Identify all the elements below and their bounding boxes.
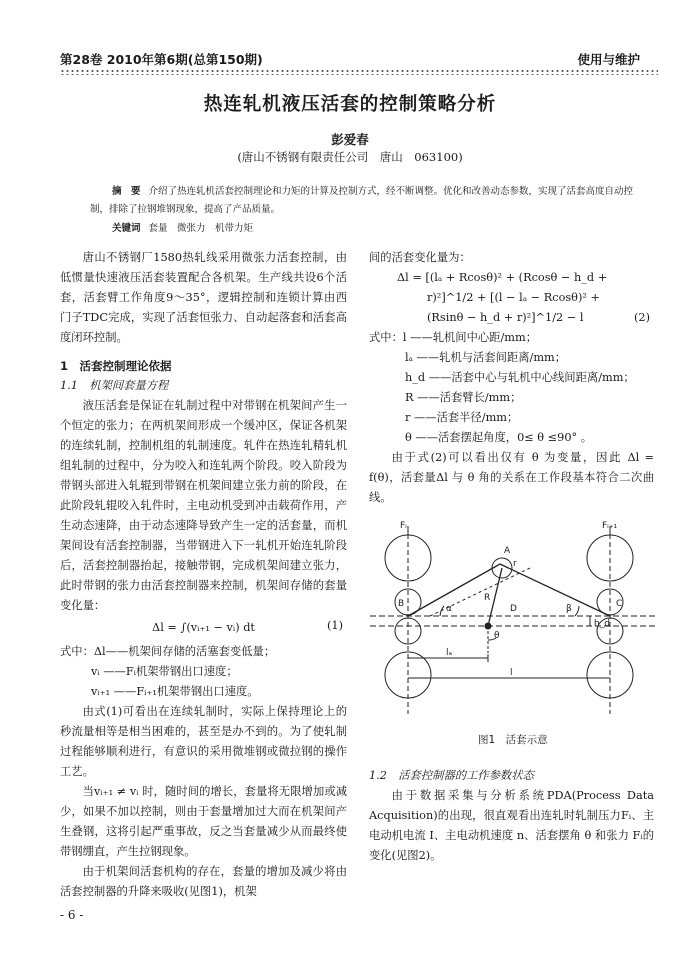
paragraph: 由于数据采集与分析系统PDA(Process Data Acquisition)的出现，很直观看出连轧时轧制压力Fᵢ、主电动机电流 I、主电动机速度 n、活套摆角 θ 和张力 Fᵢ的变化(见图2)。 xyxy=(369,789,654,862)
keywords-label: 关键词 xyxy=(112,223,141,234)
variable-definition: vᵢ ——Fᵢ机架带钢出口速度； xyxy=(91,665,238,678)
variable-definition: vᵢ₊₁ ——Fᵢ₊₁机架带钢出口速度。 xyxy=(91,685,259,698)
label-hd: h_d xyxy=(594,619,610,629)
paragraph: 唐山不锈钢厂1580热轧线采用微张力活套控制，由低惯量快速液压活套装置配合各机架。生产线共设6个活套，活套臂工作角度9～35°，逻辑控制和连锁计算由西门子TDC完成，实现了活套恒张力、自动起落套和活套高度闭环控制。 xyxy=(60,251,347,344)
variable-definition: θ ——活套摆起角度，0≤ θ ≤90° 。 xyxy=(405,431,593,444)
paper-title: 热连轧机液压活套的控制策略分析 xyxy=(203,94,497,115)
variable-definition: r ——活套半径/mm； xyxy=(405,411,519,424)
right-column-lower xyxy=(369,766,654,866)
label-C: C xyxy=(616,599,623,609)
equation-2-body: (Rsinθ − h_d + r)²]^1/2 − l xyxy=(427,311,584,324)
abstract-text: 介绍了热连轧机活套控制理论和力矩的计算及控制方式，经不断调整。优化和改善动态参数，实现了活套高度自动控制，排除了拉钢堆钢现象，提高了产品质量。 xyxy=(90,186,634,215)
journal-info: 第28卷 2010年第6期(总第150期) xyxy=(60,52,263,67)
equation-1 xyxy=(60,616,347,642)
right-column xyxy=(369,248,654,508)
equation-2-line xyxy=(369,308,654,328)
label-la: lₐ xyxy=(446,648,453,658)
keywords-text: 套量 微张力 机带力矩 xyxy=(148,223,254,234)
label-fi1: Fᵢ₊₁ xyxy=(602,521,618,531)
label-theta: θ xyxy=(494,631,500,641)
label-alpha: α xyxy=(446,604,452,614)
variable-definition: 式中：Δl——机架间存储的活塞套变低量； xyxy=(60,645,276,658)
label-B: B xyxy=(398,599,405,609)
paragraph: 由于机架间活套机构的存在，套量的增加及减少将由活套控制器的升降来吸收(见图1)，机架 xyxy=(60,865,347,898)
paragraph: 由于式(2)可以看出仅有 θ 为变量，因此 Δl = f(θ)，活套量Δl 与 θ 角的关系在工作段基本符合二次曲线。 xyxy=(369,451,654,504)
subsection-heading: 1.2 活套控制器的工作参数状态 xyxy=(369,769,534,782)
equation-1-number: (1) xyxy=(326,619,343,632)
section-name: 使用与维护 xyxy=(577,52,640,67)
label-R: R xyxy=(484,593,491,603)
section-heading: 1 活套控制理论依据 xyxy=(60,359,172,373)
abstract-label: 摘 要 xyxy=(112,186,141,197)
label-r: r xyxy=(513,559,517,569)
paragraph: 当vᵢ₊₁ ≠ vᵢ 时，随时间的增长，套量将无限增加或减少，如果不加以控制，则由于套量增加过大而在机架间产生叠钢，这将引起严重事故，反之当套量减少从而最终使带钢绷直，产生拉钢现象。 xyxy=(60,785,347,858)
abstract xyxy=(90,183,645,219)
equation-2-number: (2) xyxy=(633,311,650,324)
keywords xyxy=(112,220,253,234)
subsection-heading: 1.1 机架间套量方程 xyxy=(60,379,169,392)
author: 彭爱春 xyxy=(331,132,369,147)
variable-definition: h_d ——活套中心与轧机中心线间距离/mm； xyxy=(405,371,635,384)
label-A: A xyxy=(504,546,511,556)
variable-definition: R ——活套臂长/mm； xyxy=(405,391,522,404)
header-divider xyxy=(60,69,658,75)
figure-caption: 图1 活套示意 xyxy=(478,734,548,746)
left-column xyxy=(60,248,347,902)
page-number: - 6 - xyxy=(60,908,84,922)
paragraph: 间的活套变化量为： xyxy=(369,251,471,264)
label-l: l xyxy=(510,668,513,678)
affiliation: (唐山不锈钢有限责任公司 唐山 063100) xyxy=(237,150,463,164)
equation-2-line: r)²]^1/2 + [(l − lₐ − Rcosθ)² + xyxy=(427,291,600,304)
equation-2-line: Δl = [(lₐ + Rcosθ)² + (Rcosθ − h_d + xyxy=(397,271,608,284)
variable-definition: 式中：l ——轧机间中心距/mm； xyxy=(369,331,537,344)
label-fi: Fᵢ xyxy=(400,521,407,531)
loop-diagram xyxy=(370,518,655,726)
label-beta: β xyxy=(566,604,572,614)
variable-definition: lₐ ——轧机与活套间距离/mm； xyxy=(405,351,567,364)
label-D: D xyxy=(510,604,517,614)
equation-1-body: Δl = ∫(vᵢ₊₁ − vᵢ) dt xyxy=(152,621,255,634)
paragraph: 由式(1)可看出在连续轧制时，实际上保持理论上的秒流量相等是相当困难的，甚至是办不到的。为了使轧制过程能够顺利进行，有意识的采用微堆钢或微拉钢的操作工艺。 xyxy=(60,705,347,778)
paragraph: 液压活套是保证在轧制过程中对带钢在机架间产生一个恒定的张力；在两机架间形成一个缓冲区，保证各机架的连续轧制，控制机组的轧制速度。轧件在热连轧精轧机组轧制的过程中，分为咬入和连轧两个阶段。咬入阶段为带钢头部进入轧辊到带钢在机架间建立张力前的阶段，在此阶段轧辊咬入轧件时，主电动机受到冲击载荷作用，产生动态速降，由于动态速降导致产生一定的活套量，而机架间设有活套控制器，当带钢进入下一轧机开始连轧阶段后，活套控制器抬起，接触带钢，完成机架间建立张力，此时带钢的张力由活套控制器来控制，机架间存储的套量变化量： xyxy=(60,399,347,612)
